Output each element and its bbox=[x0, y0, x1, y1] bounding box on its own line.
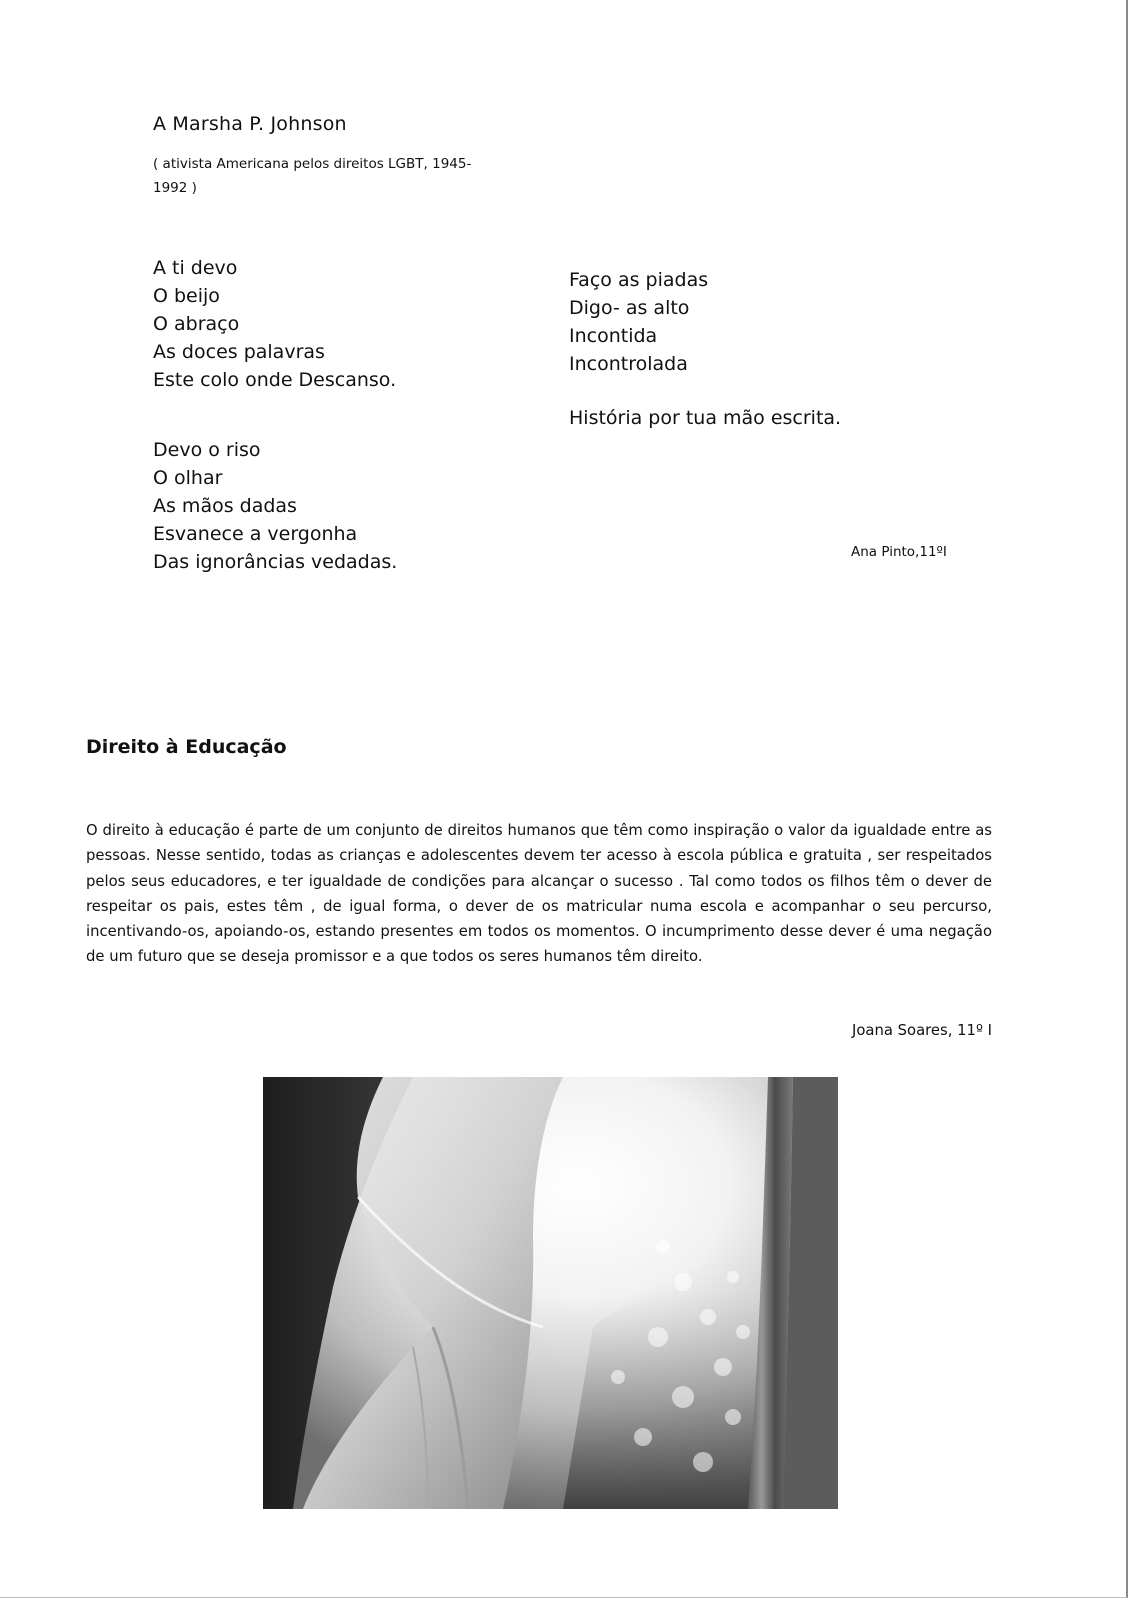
poem-line: Este colo onde Descanso. bbox=[153, 369, 397, 391]
poem-line: Incontida bbox=[569, 325, 658, 347]
poem-line: História por tua mão escrita. bbox=[569, 407, 842, 429]
poem-stanza-2 bbox=[153, 436, 397, 576]
poem-line: Devo o riso bbox=[153, 439, 261, 461]
poem-line: A ti devo bbox=[153, 257, 238, 279]
poem-title: A Marsha P. Johnson bbox=[153, 113, 347, 135]
essay-author: Joana Soares, 11º I bbox=[852, 1022, 992, 1039]
essay-title: Direito à Educação bbox=[86, 736, 287, 758]
poem-line: Digo- as alto bbox=[569, 297, 690, 319]
poem-stanza-4 bbox=[569, 404, 841, 432]
poem-line: Incontrolada bbox=[569, 353, 688, 375]
poem-author: Ana Pinto,11ºI bbox=[851, 544, 947, 560]
poem-line: O beijo bbox=[153, 285, 220, 307]
poem-line: As mãos dadas bbox=[153, 495, 297, 517]
poem-stanza-1 bbox=[153, 254, 396, 394]
curtain-window-photo bbox=[263, 1077, 838, 1509]
essay-body: O direito à educação é parte de um conjunto de direitos humanos que têm como inspiração o valor da igualdade entre as pessoas. Nesse sentido, todas as crianças e adolescentes devem ter acesso à escola pública e gratuita , ser respeitados pelos seus educadores, e ter igualdade de condições para alcançar o sucesso . Tal como todos os filhos têm o dever de respeitar os pais, estes têm , de igual forma, o dever de os matricular numa escola e acompanhar o seu percurso, incentivando-os, apoiando-os, estando presentes em todos os momentos. O incumprimento desse dever é uma negação de um futuro que se deseja promissor e a que todos os seres humanos têm direito. bbox=[86, 822, 992, 966]
poem-line: Esvanece a vergonha bbox=[153, 523, 358, 545]
poem-line: O abraço bbox=[153, 313, 240, 335]
poem-line: As doces palavras bbox=[153, 341, 325, 363]
poem-line: O olhar bbox=[153, 467, 223, 489]
poem-line: Faço as piadas bbox=[569, 269, 709, 291]
poem-line: Das ignorâncias vedadas. bbox=[153, 551, 398, 573]
poem-subtitle: ( ativista Americana pelos direitos LGBT, 1945-1992 ) bbox=[153, 156, 472, 196]
poem-stanza-3 bbox=[569, 266, 708, 378]
